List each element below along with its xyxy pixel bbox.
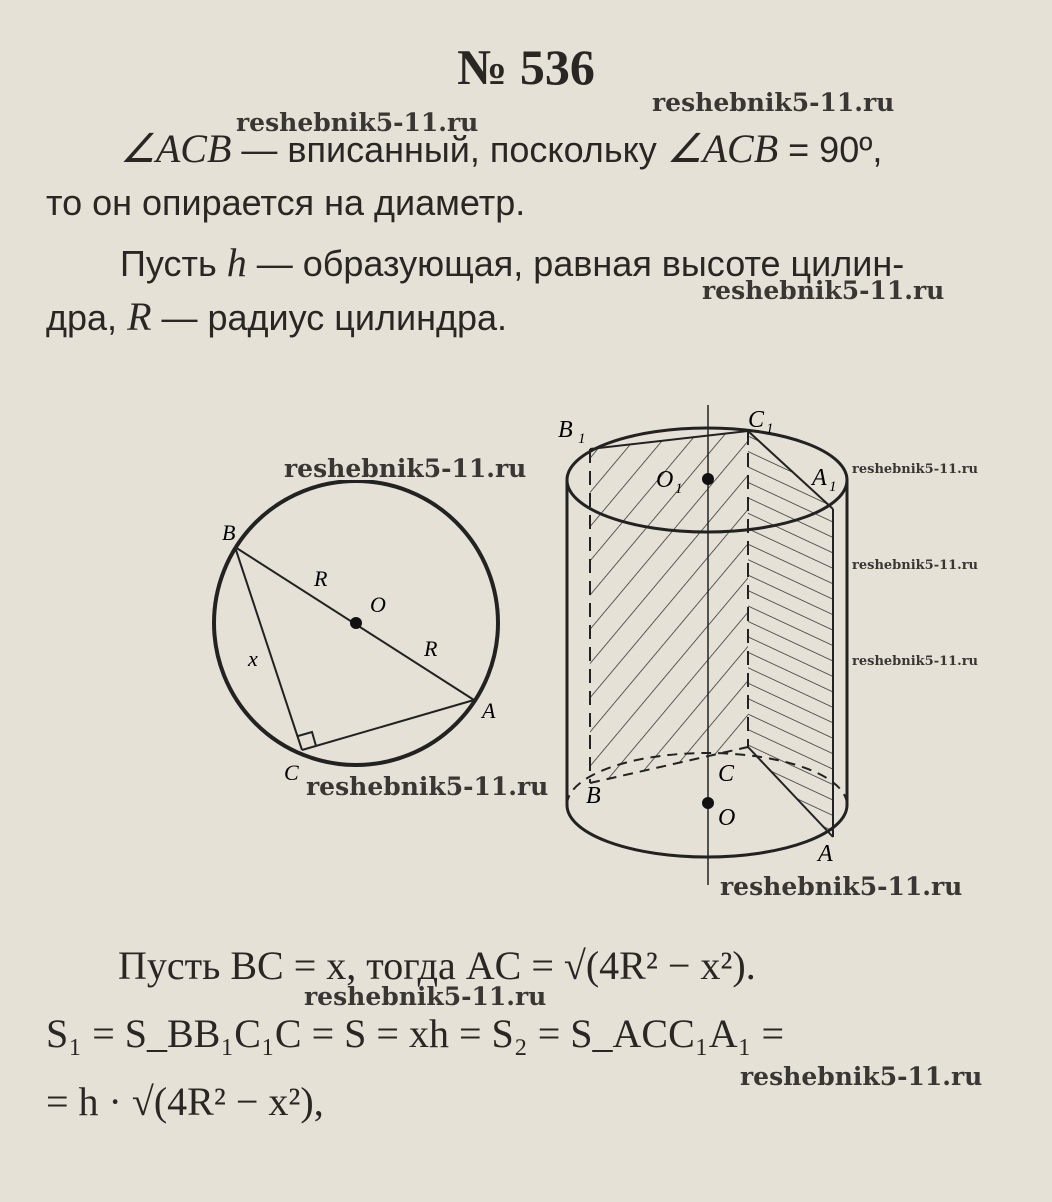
watermark-9: reshebnik5-11.ru (720, 872, 963, 901)
watermark-7: reshebnik5-11.ru (852, 654, 979, 669)
cylinder-figure (548, 405, 878, 885)
label-b1: B (558, 417, 573, 443)
label-c: C (284, 760, 299, 785)
center-o1 (702, 473, 714, 485)
label-b: B (222, 520, 236, 545)
angle-acb: ∠ACB (120, 126, 232, 171)
circle-figure (208, 480, 508, 790)
watermark-11: reshebnik5-11.ru (740, 1062, 983, 1091)
watermark-4: reshebnik5-11.ru (284, 454, 527, 483)
text-let: Пусть (120, 243, 227, 284)
paragraph-1-line-1 (120, 122, 882, 177)
watermark-5: reshebnik5-11.ru (852, 462, 979, 477)
label-c1-sub: 1 (766, 421, 774, 437)
text-generatrix: — образующая, равная высоте цилин- (246, 243, 905, 284)
label-a1: A (812, 465, 827, 491)
bottom-base-front (567, 805, 847, 857)
label-a: A (482, 698, 496, 723)
watermark-6: reshebnik5-11.ru (852, 558, 979, 573)
watermark-3: reshebnik5-11.ru (702, 276, 945, 305)
watermark-10: reshebnik5-11.ru (304, 982, 547, 1011)
watermark-1: reshebnik5-11.ru (236, 108, 479, 137)
label-o-bottom: O (718, 805, 736, 831)
center-o (702, 797, 714, 809)
text-radius: — радиус цилиндра. (151, 297, 508, 338)
center-point (350, 617, 362, 629)
chord-bc (235, 547, 302, 750)
formula-line-1: Пусть BC = x, тогда AC = √(4R² − x²). (118, 943, 756, 988)
angle-acb-2: ∠ACB (666, 126, 779, 171)
label-o: O (370, 592, 386, 617)
text-equals-90: = 90º, (778, 129, 883, 170)
var-r: R (127, 294, 152, 339)
problem-title: № 536 (457, 39, 595, 95)
label-r-2: R (424, 636, 438, 661)
label-c1: C (748, 407, 765, 433)
label-c-bottom: C (718, 761, 735, 787)
formula-line-3: = h · √(4R² − x²), (46, 1079, 324, 1124)
paragraph-2-line-1 (120, 236, 904, 291)
var-h: h (226, 240, 247, 285)
section-acc1a1 (748, 431, 833, 837)
formula-line-2: S₁ = S_BB₁C₁C = S = xh = S₂ = S_ACC₁A₁ = (46, 1011, 785, 1056)
paragraph-1-line-2: то он опирается на диаметр. (46, 182, 526, 223)
watermark-8: reshebnik5-11.ru (306, 772, 549, 801)
label-b-bottom: B (586, 783, 601, 809)
label-x: x (248, 646, 258, 671)
label-a-bottom: A (818, 841, 833, 867)
paragraph-2-line-2 (46, 290, 507, 345)
label-o1: O (656, 467, 674, 493)
chord-ca (302, 700, 474, 750)
text-inscribed: — вписанный, поскольку (231, 129, 667, 170)
label-a1-sub: 1 (829, 479, 837, 495)
label-b1-sub: 1 (578, 431, 586, 447)
text-dra: дра, (46, 297, 128, 338)
label-r-1: R (314, 566, 328, 591)
label-o1-sub: 1 (675, 481, 683, 497)
watermark-2: reshebnik5-11.ru (652, 88, 895, 117)
